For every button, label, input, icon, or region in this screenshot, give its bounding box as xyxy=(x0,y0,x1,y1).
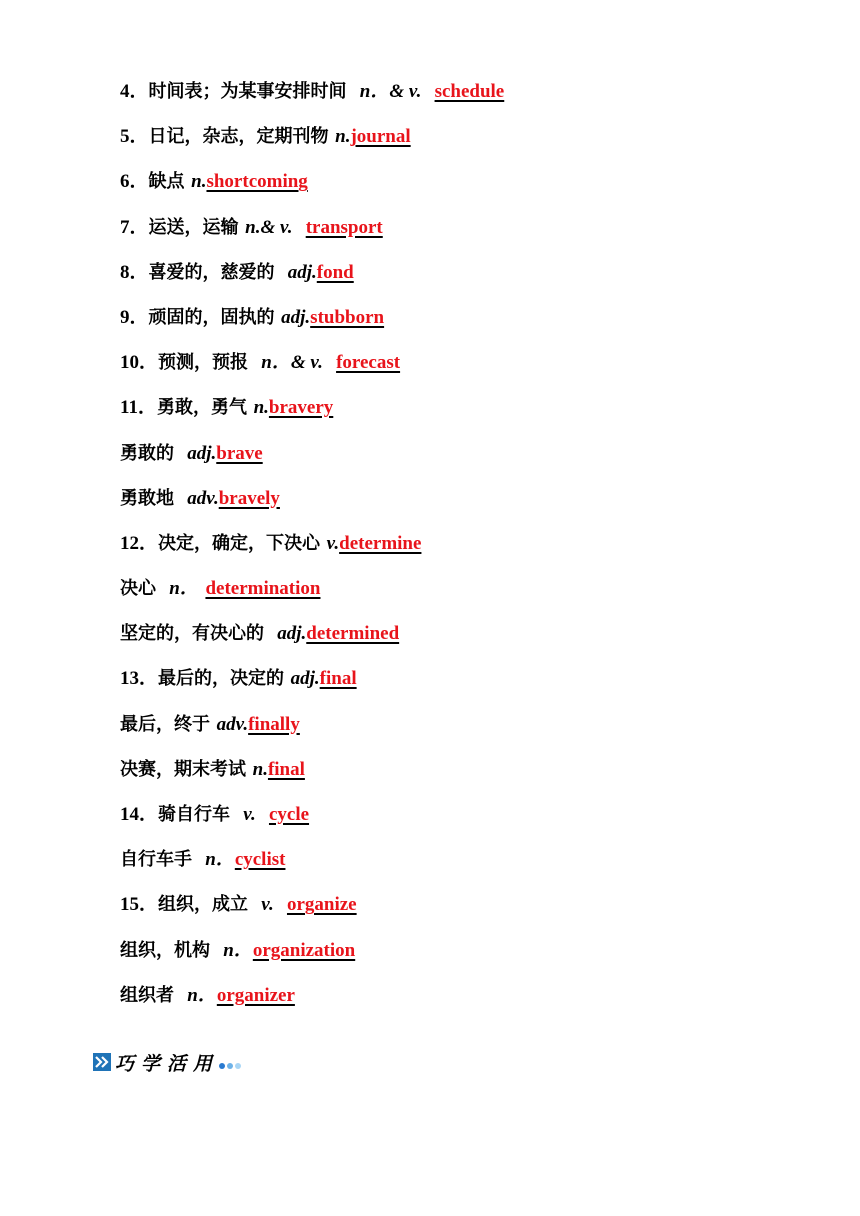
part-of-speech: n．& v. xyxy=(261,352,323,374)
chinese-definition: 喜爱的，慈爱的 xyxy=(148,261,275,283)
answer-word: final xyxy=(319,668,357,690)
chinese-definition: 骑自行车 xyxy=(158,804,231,825)
vocab-item xyxy=(120,340,820,385)
chinese-definition: 决赛，期末考试 xyxy=(120,758,246,780)
chinese-definition: 决心 xyxy=(120,578,156,600)
part-of-speech: n. xyxy=(335,126,351,148)
chinese-definition: 勇敢，勇气 xyxy=(156,397,247,419)
vocab-item xyxy=(120,385,820,430)
vocab-item xyxy=(120,656,820,701)
part-of-speech: n．& v. xyxy=(359,81,422,102)
answer-word: forecast xyxy=(336,352,401,374)
item-number: 9． xyxy=(120,306,149,328)
vocab-item xyxy=(120,159,820,204)
chinese-definition: 日记，杂志，定期刊物 xyxy=(148,126,329,148)
vocab-item xyxy=(120,114,820,159)
answer-word: determination xyxy=(205,578,321,600)
item-number: 5． xyxy=(120,126,149,148)
vocab-item xyxy=(120,702,820,747)
item-number: 15． xyxy=(120,894,159,916)
part-of-speech: n． xyxy=(205,849,235,871)
vocab-item xyxy=(120,205,820,250)
answer-word: cyclist xyxy=(234,849,286,871)
chinese-definition: 组织，机构 xyxy=(120,939,210,961)
part-of-speech: n. xyxy=(191,171,207,193)
part-of-speech: n． xyxy=(187,984,217,1006)
decorative-dots xyxy=(219,1055,243,1069)
vocab-item xyxy=(120,747,820,792)
answer-word: transport xyxy=(305,216,383,238)
item-number: 6． xyxy=(120,171,149,193)
part-of-speech: n． xyxy=(223,939,253,961)
vocab-item xyxy=(120,69,820,114)
part-of-speech: adj. xyxy=(277,623,307,645)
answer-word: bravely xyxy=(218,487,280,509)
answer-word: determine xyxy=(339,532,422,554)
item-number: 8． xyxy=(120,261,149,283)
answer-word: final xyxy=(267,758,305,780)
chinese-definition: 最后的，决定的 xyxy=(158,668,285,690)
part-of-speech: adj. xyxy=(281,306,311,328)
vocab-item xyxy=(120,611,820,656)
answer-word: finally xyxy=(248,713,300,735)
item-number: 12． xyxy=(120,532,159,554)
double-chevron-icon xyxy=(93,1053,111,1071)
vocab-item xyxy=(120,250,820,295)
item-number: 11． xyxy=(120,397,157,419)
item-number: 7． xyxy=(120,216,149,238)
vocab-item xyxy=(120,837,820,882)
item-number: 4． xyxy=(120,81,149,102)
answer-word: stubborn xyxy=(310,306,385,328)
item-number: 10． xyxy=(120,352,159,374)
dot-icon xyxy=(219,1063,225,1069)
vocab-item xyxy=(120,295,820,340)
chinese-definition: 运送，运输 xyxy=(148,216,239,238)
answer-word: organization xyxy=(252,939,356,961)
answer-word: bravery xyxy=(268,397,334,419)
item-number: 13． xyxy=(120,668,159,690)
vocab-item xyxy=(120,973,820,1018)
chinese-definition: 预测，预报 xyxy=(158,352,249,374)
chinese-definition: 决定，确定，下决心 xyxy=(158,532,321,554)
answer-word: fond xyxy=(316,261,354,283)
section-title: 巧学活用 xyxy=(115,1052,220,1075)
part-of-speech: v. xyxy=(243,804,256,825)
chinese-definition: 顽固的，固执的 xyxy=(148,306,275,328)
answer-word: organize xyxy=(286,894,357,916)
part-of-speech: v. xyxy=(326,532,340,554)
vocab-item xyxy=(120,792,820,837)
part-of-speech: adv. xyxy=(216,713,249,735)
part-of-speech: adj. xyxy=(287,261,317,283)
chinese-definition: 时间表；为某事安排时间 xyxy=(148,81,347,102)
answer-word: schedule xyxy=(434,81,505,102)
vocab-item xyxy=(120,431,820,476)
answer-word: cycle xyxy=(268,804,310,825)
section-header xyxy=(93,1049,243,1075)
vocab-item xyxy=(120,521,820,566)
vocab-item xyxy=(120,476,820,521)
answer-word: organizer xyxy=(216,984,295,1006)
dot-icon xyxy=(227,1063,233,1069)
vocab-item xyxy=(120,882,820,927)
chinese-definition: 组织者 xyxy=(120,984,174,1006)
part-of-speech: n. xyxy=(252,758,268,780)
vocab-item xyxy=(120,928,820,973)
part-of-speech: adj. xyxy=(187,442,217,464)
answer-word: journal xyxy=(350,126,411,148)
chinese-definition: 组织，成立 xyxy=(158,894,249,916)
chinese-definition: 坚定的，有决心的 xyxy=(120,623,264,645)
vocab-list xyxy=(120,69,820,1018)
answer-word: brave xyxy=(216,442,263,464)
part-of-speech: v. xyxy=(261,894,274,916)
item-number: 14． xyxy=(120,804,159,825)
part-of-speech: adv. xyxy=(187,487,219,509)
answer-word: shortcoming xyxy=(206,171,308,193)
chinese-definition: 最后，终于 xyxy=(120,713,210,735)
dot-icon xyxy=(235,1063,241,1069)
chinese-definition: 自行车手 xyxy=(120,849,192,871)
answer-word: determined xyxy=(306,623,400,645)
chinese-definition: 勇敢的 xyxy=(120,442,174,464)
vocab-item xyxy=(120,566,820,611)
chinese-definition: 勇敢地 xyxy=(120,487,174,509)
part-of-speech: n. xyxy=(253,397,269,419)
chinese-definition: 缺点 xyxy=(148,171,185,193)
part-of-speech: n． xyxy=(169,578,199,600)
part-of-speech: adj. xyxy=(290,668,320,690)
part-of-speech: n.& v. xyxy=(245,216,293,238)
